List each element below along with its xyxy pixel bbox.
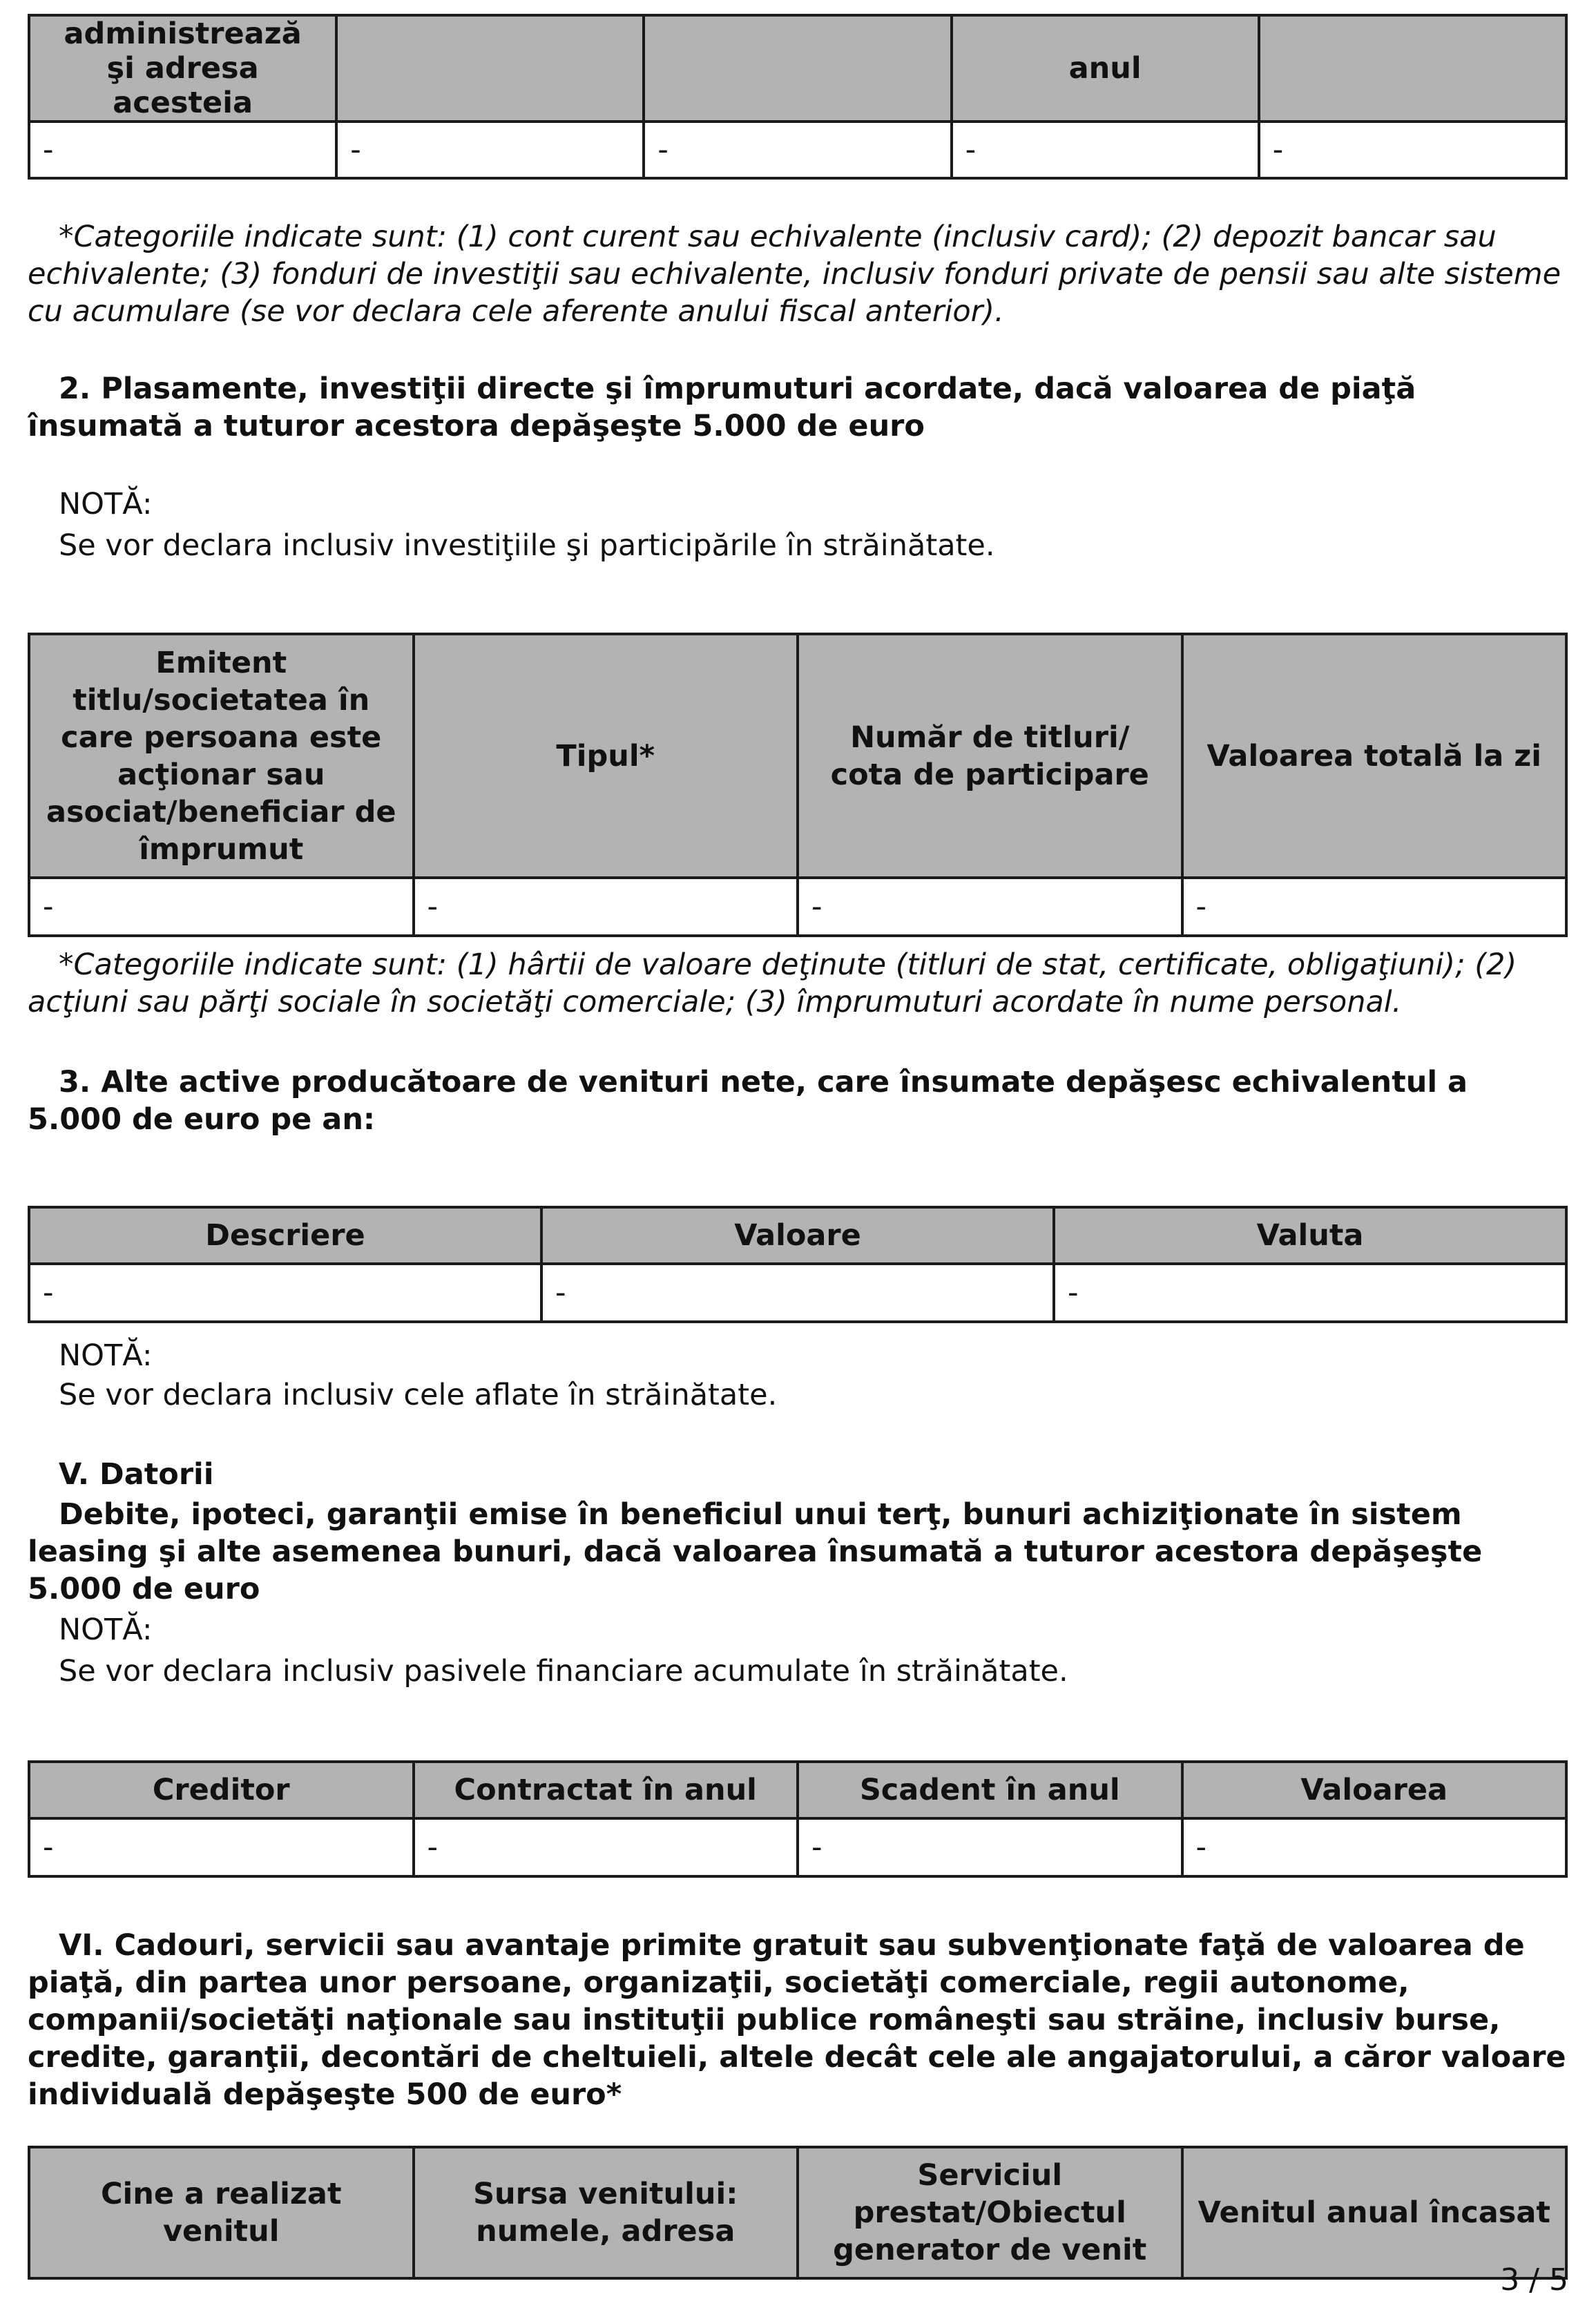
section3-note-label: NOTĂ: [59, 1338, 153, 1373]
table1-header-5 [1259, 15, 1566, 122]
section2-heading: 2. Plasamente, investiţii directe şi împrumuturi acordate, dacă valoarea de piaţă însumată a tuturor acestora depăşeşte 5.000 de euro [28, 372, 1416, 443]
table1-header-3 [644, 15, 951, 122]
accounts-table [28, 14, 1568, 180]
section5-note-text: Se vor declara inclusiv pasivele financiare acumulate în străinătate. [59, 1654, 1068, 1689]
table1-cell: - [29, 122, 336, 178]
table1-header-2 [336, 15, 644, 122]
debts-cell: - [29, 1818, 414, 1876]
table1-cell: - [644, 122, 951, 178]
investments-header-value: Valoarea totală la zi [1182, 634, 1567, 878]
debts-header-due: Scadent în anul [798, 1762, 1182, 1818]
other-assets-table [28, 1206, 1568, 1323]
other-assets-cell: - [29, 1264, 541, 1322]
gifts-header-source: Sursa venitului: numele, adresa [414, 2147, 798, 2278]
section3-heading: 3. Alte active producătoare de venituri nete, care însumate depăşesc echivalentul a 5.000 de euro pe an: [28, 1065, 1468, 1137]
gifts-header-service: Serviciul prestat/Obiectul generator de venit [798, 2147, 1182, 2278]
gifts-header-income: Venitul anual încasat [1182, 2147, 1567, 2278]
investments-footnote: *Categoriile indicate sunt: (1) hârtii de valoare deţinute (titluri de stat, certificate, obligaţiuni); (2) acţiuni sau părţi sociale în societăţi comerciale; (3) împrumuturi acordate în nume personal. [28, 948, 1517, 1019]
investments-header-issuer: Emitent titlu/societatea în care persoana este acţionar sau asociat/beneficiar de împrumut [29, 634, 414, 878]
debts-header-value: Valoarea [1182, 1762, 1567, 1818]
other-assets-header-currency: Valuta [1054, 1207, 1566, 1264]
debts-header-contracted: Contractat în anul [414, 1762, 798, 1818]
investments-header-type: Tipul* [414, 634, 798, 878]
other-assets-cell: - [1054, 1264, 1566, 1322]
debts-header-creditor: Creditor [29, 1762, 414, 1818]
debts-cell: - [1182, 1818, 1567, 1876]
section2-note-text: Se vor declara inclusiv investiţiile şi participările în străinătate. [59, 528, 995, 563]
investments-cell: - [29, 878, 414, 936]
table1-cell: - [1259, 122, 1566, 178]
other-assets-header-description: Descriere [29, 1207, 541, 1264]
gifts-table [28, 2146, 1568, 2280]
section2-note-label: NOTĂ: [59, 487, 153, 521]
section5-heading: Debite, ipoteci, garanţii emise în beneficiul unui terţ, bunuri achiziţionate în sistem leasing şi alte asemenea bunuri, dacă valoarea însumată a tuturor acestora depăşeşte 5.000 de euro [28, 1497, 1483, 1606]
other-assets-header-value: Valoare [541, 1207, 1054, 1264]
table1-header-4: anul [952, 15, 1259, 122]
debts-cell: - [798, 1818, 1182, 1876]
investments-cell: - [798, 878, 1182, 936]
other-assets-cell: - [541, 1264, 1054, 1322]
investments-header-count: Număr de titluri/ cota de participare [798, 634, 1182, 878]
section3-note-text: Se vor declara inclusiv cele aflate în străinătate. [59, 1378, 778, 1412]
debts-cell: - [414, 1818, 798, 1876]
section6-heading: VI. Cadouri, servicii sau avantaje primite gratuit sau subvenţionate faţă de valoarea de piaţă, din partea unor persoane, organizaţii, societăţi comerciale, regii autonome, companii/societăţi naţionale sau instituţii publice româneşti sau străine, inclusiv burse, credite, garanţii, decontări de cheltuieli, altele decât cele ale angajatorului, a căror valoare individuală depăşeşte 500 de euro* [28, 1928, 1566, 2112]
table1-header-1: administrează şi adresa acesteia [29, 15, 336, 122]
table1-cell: - [952, 122, 1259, 178]
section5-title: V. Datorii [59, 1457, 214, 1492]
table1-cell: - [336, 122, 644, 178]
investments-cell: - [414, 878, 798, 936]
investments-cell: - [1182, 878, 1567, 936]
investments-table [28, 633, 1568, 937]
accounts-footnote: *Categoriile indicate sunt: (1) cont curent sau echivalente (inclusiv card); (2) depozit bancar sau echivalente; (3) fonduri de investiţii sau echivalente, inclusiv fonduri private de pensii sau alte sisteme cu acumulare (se vor declara cele aferente anului fiscal anterior). [28, 220, 1561, 329]
section5-note-label: NOTĂ: [59, 1613, 153, 1647]
debts-table [28, 1760, 1568, 1878]
gifts-header-who: Cine a realizat venitul [29, 2147, 414, 2278]
page-number: 3 / 5 [1500, 2262, 1568, 2298]
